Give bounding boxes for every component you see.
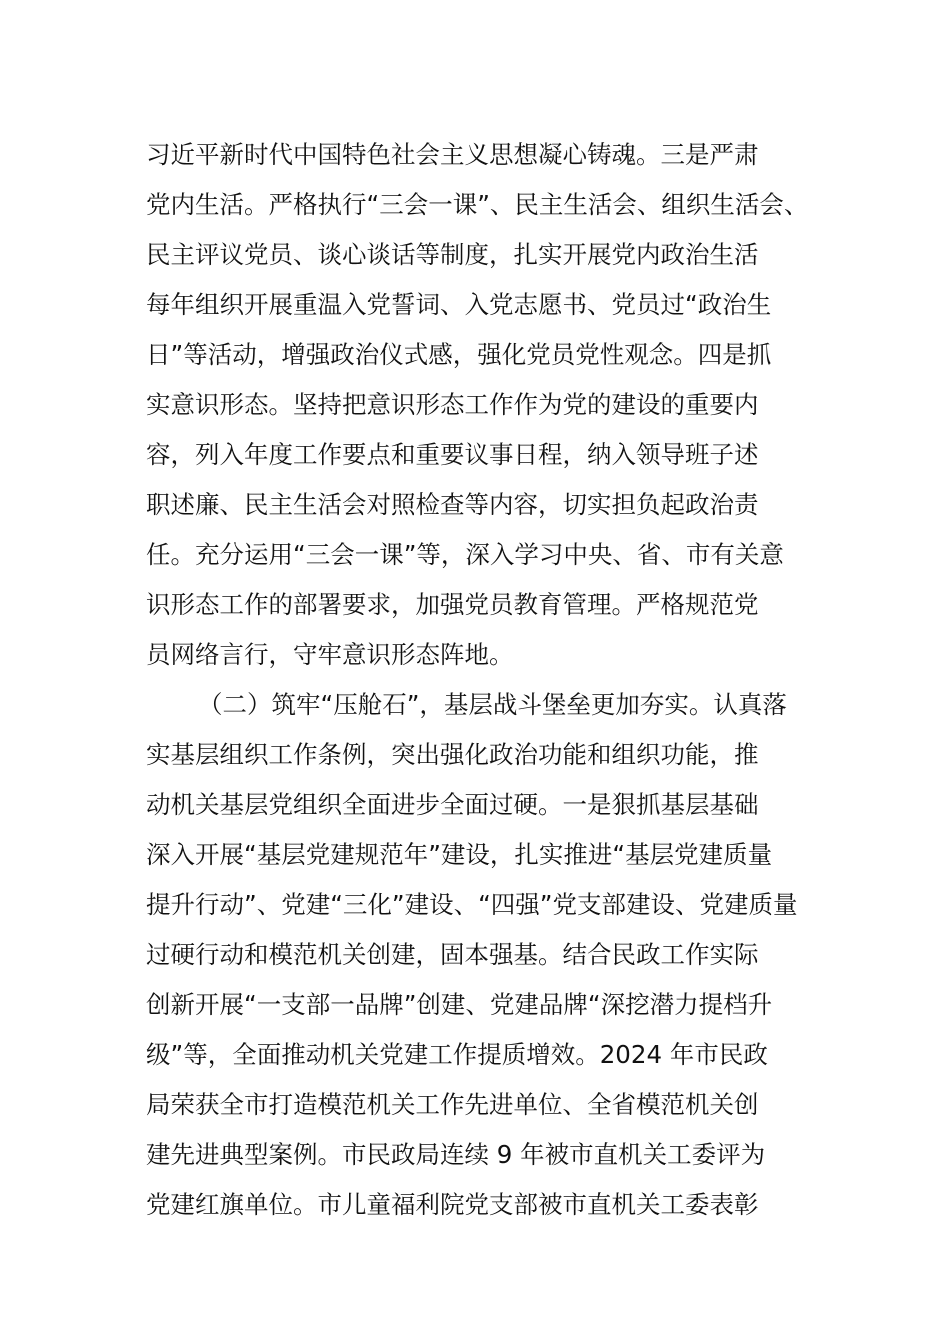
text-line: 实意识形态。坚持把意识形态工作作为党的建设的重要内 [146, 390, 759, 419]
text-line: 每年组织开展重温入党誓词、入党志愿书、党员过“政治生 [146, 290, 772, 319]
text-line: 员网络言行，守牢意识形态阵地。 [146, 640, 514, 669]
text-line: 实基层组织工作条例，突出强化政治功能和组织功能，推 [146, 740, 759, 769]
text-line: 日”等活动，增强政治仪式感，强化党员党性观念。四是抓 [146, 340, 772, 369]
text-line: 职述廉、民主生活会对照检查等内容，切实担负起政治责 [146, 490, 759, 519]
text-line: 动机关基层党组织全面进步全面过硬。一是狠抓基层基础 [146, 790, 759, 819]
document-body [146, 130, 816, 1230]
text-line: 习近平新时代中国特色社会主义思想凝心铸魂。三是严肃 [146, 140, 759, 169]
text-line: 识形态工作的部署要求，加强党员教育管理。严格规范党 [146, 590, 759, 619]
text-line: 局荣获全市打造模范机关工作先进单位、全省模范机关创 [146, 1090, 759, 1119]
text-line: 建先进典型案例。市民政局连续 9 年被市直机关工委评为 [146, 1140, 766, 1169]
text-line: 容，列入年度工作要点和重要议事日程，纳入领导班子述 [146, 440, 759, 469]
text-line: 过硬行动和模范机关创建，固本强基。结合民政工作实际 [146, 940, 759, 969]
text-line: 级”等，全面推动机关党建工作提质增效。2024 年市民政 [146, 1040, 768, 1069]
text-line: 党建红旗单位。市儿童福利院党支部被市直机关工委表彰 [146, 1190, 759, 1219]
text-line: 任。充分运用“三会一课”等，深入学习中央、省、市有关意 [146, 540, 784, 569]
text-line: 提升行动”、党建“三化”建设、“四强”党支部建设、党建质量 [146, 890, 798, 919]
text-line: 民主评议党员、谈心谈话等制度，扎实开展党内政治生活 [146, 240, 759, 269]
text-line: 党内生活。严格执行“三会一课”、民主生活会、组织生活会、 [146, 190, 809, 219]
text-line: 深入开展“基层党建规范年”建设，扎实推进“基层党建质量 [146, 840, 773, 869]
text-line: 创新开展“一支部一品牌”创建、党建品牌“深挖潜力提档升 [146, 990, 773, 1019]
section-heading-line: （二）筑牢“压舱石”，基层战斗堡垒更加夯实。认真落 [198, 690, 787, 719]
